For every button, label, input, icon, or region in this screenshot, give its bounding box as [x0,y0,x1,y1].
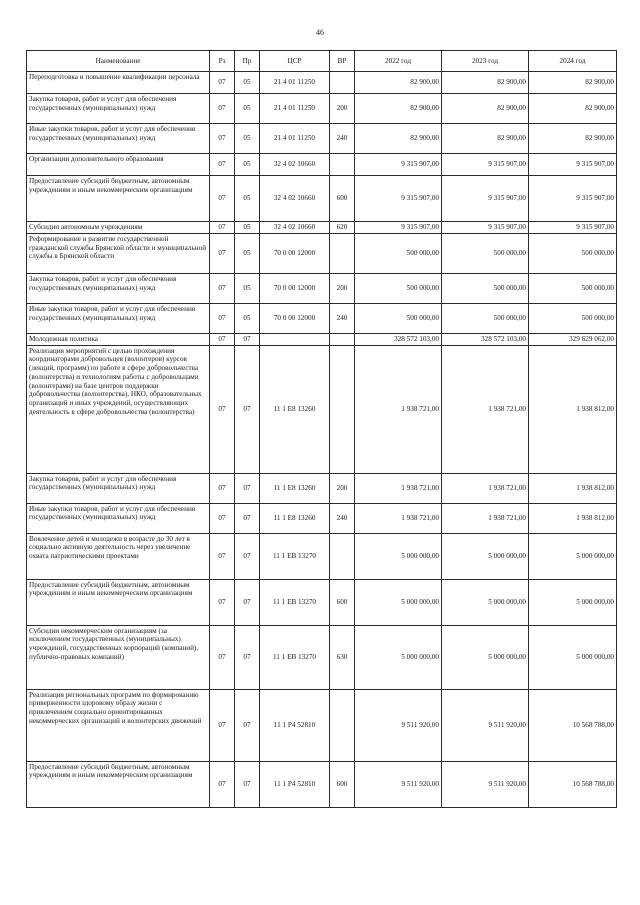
table-row [27,503,617,533]
cell-rz: 07 [210,761,235,807]
cell-pr: 07 [235,579,260,625]
cell-2022: 9 315 907,00 [355,222,442,234]
table-row [27,625,617,689]
cell-name: Предоставление субсидий бюджетным, автономным учреждениям и иным некоммерческим организациям [27,761,210,807]
cell-rz: 07 [210,233,235,273]
cell-vr [330,345,355,473]
header-2022: 2022 год [355,51,442,72]
cell-csr: 70 0 00 12000 [260,303,330,333]
cell-2022: 9 511 920,00 [355,689,442,761]
cell-name: Закупка товаров, работ и услуг для обеспечения государственных (муниципальных) нужд [27,94,210,124]
cell-pr: 05 [235,233,260,273]
cell-2023: 9 315 907,00 [442,222,529,234]
cell-pr: 05 [235,124,260,154]
cell-rz: 07 [210,625,235,689]
table-row [27,273,617,303]
cell-name: Переподготовка и повышение квалификации персонала [27,72,210,94]
cell-csr: 21 4 01 11250 [260,72,330,94]
cell-pr: 05 [235,154,260,176]
cell-csr: 21 4 01 11250 [260,94,330,124]
cell-2023: 1 938 721,00 [442,345,529,473]
cell-rz: 07 [210,303,235,333]
cell-2022: 500 000,00 [355,303,442,333]
cell-csr: 21 4 01 11250 [260,124,330,154]
cell-name: Молодежная политика [27,333,210,345]
table-body [27,72,617,808]
table-row [27,761,617,807]
table-row [27,579,617,625]
table-row [27,124,617,154]
cell-csr: 11 1 E8 13260 [260,345,330,473]
header-name: Наименование [27,51,210,72]
table-row [27,333,617,345]
table-row [27,533,617,579]
cell-2023: 82 900,00 [442,94,529,124]
cell-rz: 07 [210,345,235,473]
cell-2023: 1 938 721,00 [442,473,529,503]
header-csr: ЦСР [260,51,330,72]
cell-2022: 5 000 000,00 [355,533,442,579]
cell-2024: 5 000 000,00 [529,625,617,689]
cell-csr: 32 4 02 10660 [260,222,330,234]
cell-2022: 1 938 721,00 [355,345,442,473]
cell-vr: 600 [330,579,355,625]
cell-2023: 9 315 907,00 [442,154,529,176]
cell-2023: 500 000,00 [442,303,529,333]
cell-name: Иные закупки товаров, работ и услуг для обеспечения государственных (муниципальных) нужд [27,303,210,333]
cell-vr: 240 [330,124,355,154]
cell-name: Организации дополнительного образования [27,154,210,176]
cell-2024: 9 315 907,00 [529,222,617,234]
cell-vr [330,533,355,579]
cell-2024: 82 900,00 [529,72,617,94]
cell-2022: 5 000 000,00 [355,625,442,689]
cell-rz: 07 [210,579,235,625]
cell-2023: 9 511 920,00 [442,761,529,807]
cell-2023: 82 900,00 [442,124,529,154]
cell-vr [330,233,355,273]
cell-rz: 07 [210,124,235,154]
cell-2024: 5 000 000,00 [529,579,617,625]
cell-2022: 500 000,00 [355,233,442,273]
table-row [27,154,617,176]
cell-2024: 9 315 907,00 [529,154,617,176]
page-number: 46 [316,28,324,37]
cell-2023: 5 000 000,00 [442,625,529,689]
cell-pr: 05 [235,303,260,333]
cell-2023: 1 938 721,00 [442,503,529,533]
cell-pr: 05 [235,222,260,234]
cell-rz: 07 [210,689,235,761]
cell-vr: 630 [330,625,355,689]
cell-name: Субсидии некоммерческим организациям (за исключением государственных (муниципальных) учреждений, государственных корпораций (компаний), публично-правовых компаний) [27,625,210,689]
cell-vr: 600 [330,176,355,222]
table-row [27,473,617,503]
cell-rz: 07 [210,473,235,503]
header-2024: 2024 год [529,51,617,72]
cell-name: Закупка товаров, работ и услуг для обеспечения государственных (муниципальных) нужд [27,273,210,303]
cell-vr: 620 [330,222,355,234]
table-row [27,222,617,234]
table-row [27,303,617,333]
cell-2022: 82 900,00 [355,72,442,94]
cell-vr: 200 [330,273,355,303]
cell-2024: 329 629 062,00 [529,333,617,345]
cell-rz: 07 [210,333,235,345]
table-row [27,233,617,273]
cell-pr: 07 [235,503,260,533]
cell-csr: 70 0 00 12000 [260,233,330,273]
cell-name: Реформирование и развитие государственной гражданской службы Брянской области и муниципальной службы в Брянской области [27,233,210,273]
cell-2023: 500 000,00 [442,233,529,273]
cell-vr: 200 [330,473,355,503]
cell-rz: 07 [210,503,235,533]
cell-2023: 500 000,00 [442,273,529,303]
cell-2024: 5 000 000,00 [529,533,617,579]
cell-rz: 07 [210,94,235,124]
cell-pr: 07 [235,333,260,345]
cell-csr: 11 1 P4 52810 [260,761,330,807]
cell-pr: 07 [235,689,260,761]
cell-2024: 1 938 812,00 [529,473,617,503]
cell-2024: 1 938 812,00 [529,345,617,473]
cell-2024: 10 568 788,00 [529,761,617,807]
header-vr: ВР [330,51,355,72]
cell-2024: 1 938 812,00 [529,503,617,533]
header-rz: Рз [210,51,235,72]
cell-2023: 5 000 000,00 [442,579,529,625]
cell-rz: 07 [210,533,235,579]
cell-2024: 82 900,00 [529,94,617,124]
cell-pr: 05 [235,94,260,124]
cell-name: Иные закупки товаров, работ и услуг для обеспечения государственных (муниципальных) нужд [27,124,210,154]
cell-2022: 328 572 103,00 [355,333,442,345]
cell-vr [330,72,355,94]
cell-name: Реализация региональных программ по формированию приверженности здоровому образу жизни с привлечением социально ориентированных некоммерческих организаций и волонтерских движений [27,689,210,761]
cell-2023: 9 511 920,00 [442,689,529,761]
cell-2023: 328 572 103,00 [442,333,529,345]
cell-vr [330,333,355,345]
cell-2022: 9 315 907,00 [355,154,442,176]
header-row [27,51,617,72]
cell-csr: 32 4 02 10660 [260,154,330,176]
cell-name: Закупка товаров, работ и услуг для обеспечения государственных (муниципальных) нужд [27,473,210,503]
cell-name: Субсидии автономным учреждениям [27,222,210,234]
cell-rz: 07 [210,154,235,176]
cell-pr: 05 [235,273,260,303]
table-row [27,176,617,222]
cell-pr: 07 [235,625,260,689]
cell-csr: 11 1 P4 52810 [260,689,330,761]
cell-pr: 07 [235,533,260,579]
cell-vr [330,689,355,761]
cell-2024: 500 000,00 [529,233,617,273]
cell-2022: 9 315 907,00 [355,176,442,222]
cell-2024: 500 000,00 [529,303,617,333]
cell-pr: 07 [235,473,260,503]
cell-vr: 240 [330,503,355,533]
cell-vr: 200 [330,94,355,124]
cell-csr: 11 1 EB 13270 [260,533,330,579]
cell-rz: 07 [210,176,235,222]
table-row [27,72,617,94]
cell-vr: 600 [330,761,355,807]
table-row [27,94,617,124]
header-pr: Пр [235,51,260,72]
cell-2022: 82 900,00 [355,124,442,154]
cell-pr: 07 [235,345,260,473]
cell-csr: 11 1 E8 13260 [260,473,330,503]
cell-rz: 07 [210,222,235,234]
cell-2022: 5 000 000,00 [355,579,442,625]
header-2023: 2023 год [442,51,529,72]
cell-name: Предоставление субсидий бюджетным, автономным учреждениям и иным некоммерческим организациям [27,579,210,625]
table-row [27,689,617,761]
cell-csr [260,333,330,345]
cell-vr [330,154,355,176]
cell-2022: 82 900,00 [355,94,442,124]
cell-name: Вовлечение детей и молодежи в возрасте до 30 лет в социально активную деятельность через увеличение охвата патриотическими проектами [27,533,210,579]
cell-name: Иные закупки товаров, работ и услуг для обеспечения государственных (муниципальных) нужд [27,503,210,533]
cell-csr: 11 1 E8 13260 [260,503,330,533]
cell-vr: 240 [330,303,355,333]
cell-rz: 07 [210,72,235,94]
cell-name: Предоставление субсидий бюджетным, автономным учреждениям и иным некоммерческим организациям [27,176,210,222]
cell-pr: 05 [235,72,260,94]
cell-2024: 9 315 907,00 [529,176,617,222]
cell-name: Реализация мероприятий с целью прохождения координаторами добровольцев (волонтеров) курсов (лекций, программ) по работе в сфере добровольчества (волонтерства) и технологиям работы с добровольцами (волонтерами) на базе центров поддержки добровольчества (волонтерства), НКО, образовательных организаций и иных учреждений, осуществляющих деятельность в сфере добровольчества (волонтерства) [27,345,210,473]
cell-2023: 5 000 000,00 [442,533,529,579]
cell-2022: 9 511 920,00 [355,761,442,807]
cell-pr: 05 [235,176,260,222]
budget-table [26,50,617,808]
cell-2024: 500 000,00 [529,273,617,303]
cell-2023: 82 900,00 [442,72,529,94]
cell-2022: 500 000,00 [355,273,442,303]
cell-2024: 82 900,00 [529,124,617,154]
cell-pr: 07 [235,761,260,807]
cell-csr: 11 1 EB 13270 [260,625,330,689]
cell-2022: 1 938 721,00 [355,473,442,503]
cell-csr: 32 4 02 10660 [260,176,330,222]
cell-csr: 70 0 00 12000 [260,273,330,303]
cell-2024: 10 568 788,00 [529,689,617,761]
cell-rz: 07 [210,273,235,303]
cell-2022: 1 938 721,00 [355,503,442,533]
table-row [27,345,617,473]
cell-2023: 9 315 907,00 [442,176,529,222]
cell-csr: 11 1 EB 13270 [260,579,330,625]
